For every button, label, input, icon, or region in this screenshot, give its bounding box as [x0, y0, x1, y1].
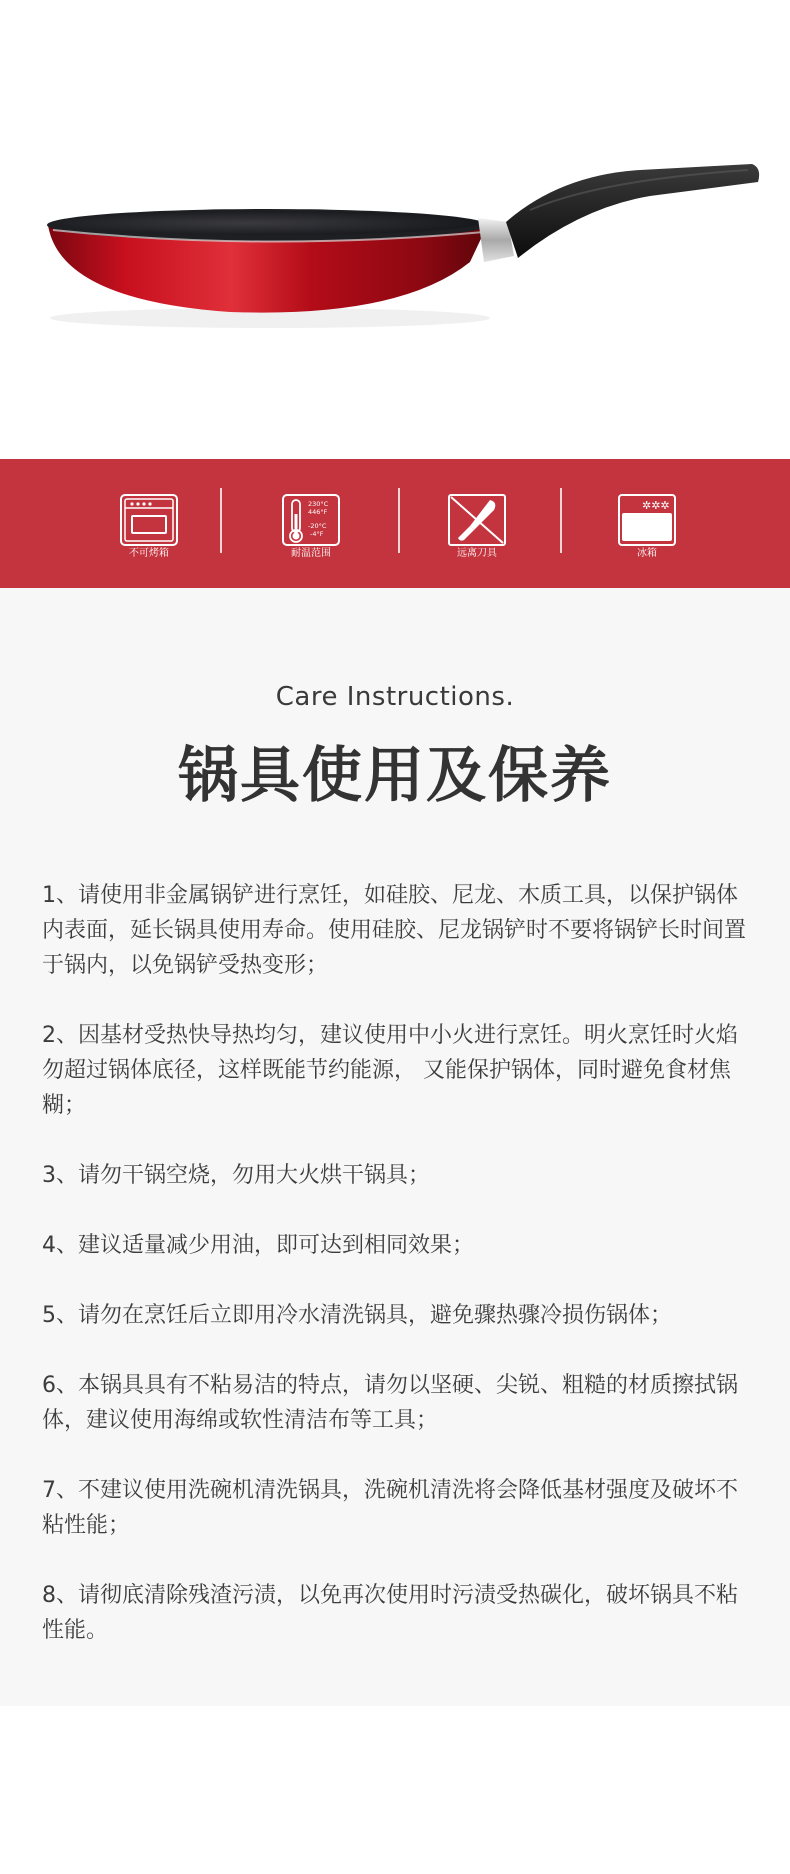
- temperature-label: 耐温范围: [291, 548, 331, 559]
- care-rule: 2、因基材受热快导热均匀，建议使用中小火进行烹饪。明火烹饪时火焰勿超过锅体底径，这样既能节约能源， 又能保护锅体，同时避免食材焦糊；: [42, 1023, 738, 1118]
- fridge-icon: [618, 494, 676, 546]
- band-item-oven: [104, 494, 194, 560]
- no-knife-icon: [448, 494, 506, 546]
- care-rule: 1、请使用非金属锅铲进行烹饪，如硅胶、尼龙、木质工具，以保护锅体内表面，延长锅具使用寿命。使用硅胶、尼龙锅铲时不要将锅铲长时间置于锅内，以免锅铲受热变形；: [42, 883, 747, 978]
- care-rule: 8、请彻底清除残渣污渍，以免再次使用时污渍受热碳化，破坏锅具不粘性能。: [42, 1583, 738, 1643]
- svg-text:-4°F: -4°F: [310, 530, 324, 538]
- care-subtitle: Care Instructions.: [275, 682, 515, 712]
- svg-text:446°F: 446°F: [308, 508, 328, 516]
- care-rule: 6、本锅具具有不粘易洁的特点，请勿以坚硬、尖锐、粗糙的材质擦拭锅体，建议使用海绵或软性清洁布等工具；: [42, 1373, 738, 1433]
- band-item-temperature: [266, 494, 356, 560]
- band-divider: [220, 488, 222, 553]
- oven-icon: [120, 494, 178, 546]
- care-icon-band: [0, 459, 790, 588]
- fridge-label: 冰箱: [637, 548, 657, 559]
- oven-label: 不可烤箱: [129, 548, 169, 559]
- product-hero: [0, 0, 790, 459]
- svg-text:230°C: 230°C: [308, 500, 329, 508]
- svg-text:✲✲✲: ✲✲✲: [642, 499, 670, 512]
- care-rule: 4、建议适量减少用油，即可达到相同效果；: [42, 1233, 474, 1258]
- knife-label: 远离刀具: [457, 548, 497, 559]
- band-item-fridge: [602, 494, 692, 560]
- frying-pan-image: [0, 0, 790, 459]
- band-divider: [560, 488, 562, 553]
- band-divider: [398, 488, 400, 553]
- care-instructions-section: [0, 588, 790, 1706]
- care-rules-list: [42, 878, 754, 1683]
- svg-text:-20°C: -20°C: [308, 522, 327, 530]
- care-rule: 7、不建议使用洗碗机清洗锅具，洗碗机清洗将会降低基材强度及破坏不粘性能；: [42, 1478, 738, 1538]
- care-rule: 5、请勿在烹饪后立即用冷水清洗锅具，避免骤热骤冷损伤锅体；: [42, 1303, 672, 1328]
- thermometer-icon: [282, 494, 340, 546]
- care-title: 锅具使用及保养: [178, 741, 612, 811]
- band-item-knife: [432, 494, 522, 560]
- care-rule: 3、请勿干锅空烧，勿用大火烘干锅具；: [42, 1163, 430, 1188]
